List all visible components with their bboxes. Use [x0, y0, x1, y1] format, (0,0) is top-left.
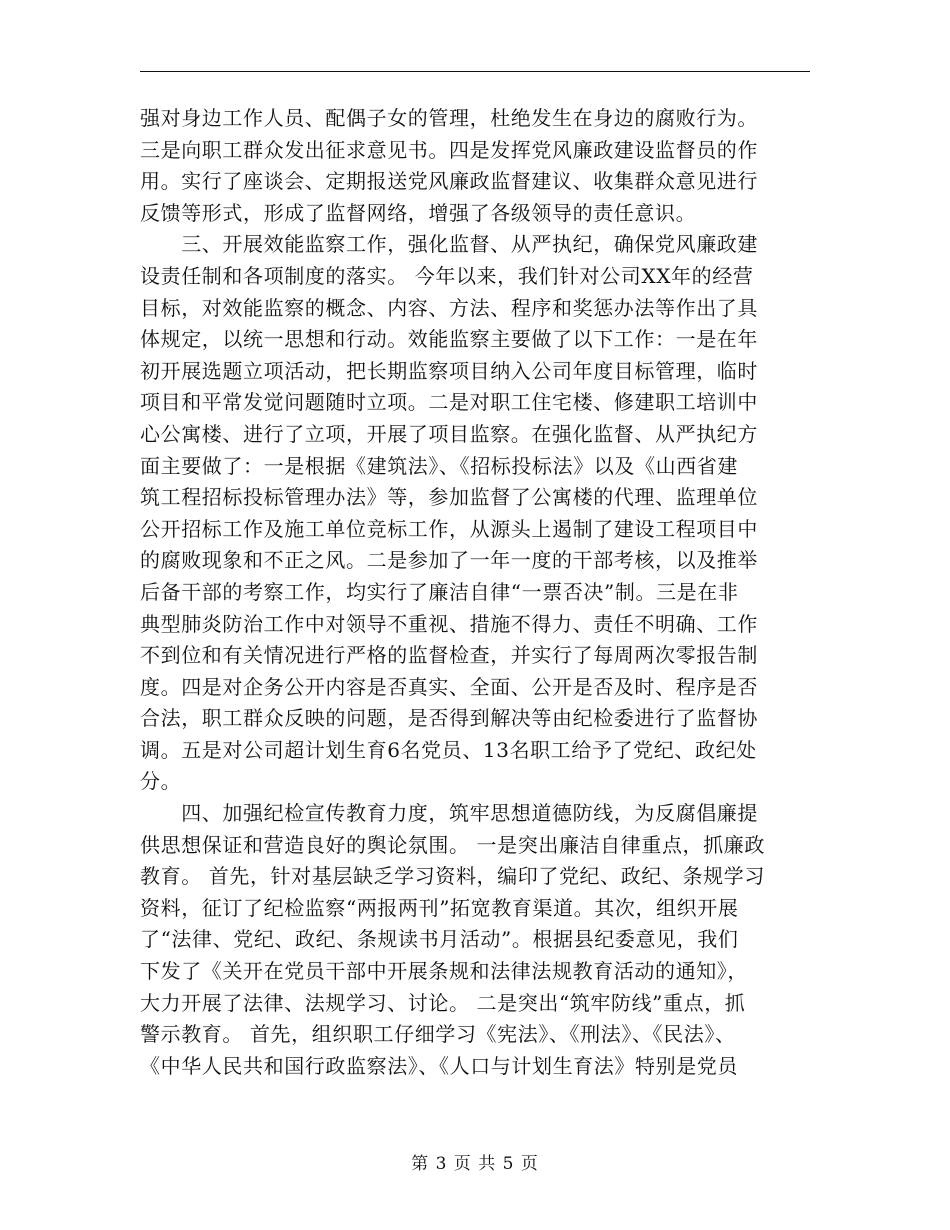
- text-line: 三、开展效能监察工作，强化监督、从严执纪，确保党风廉政建: [140, 232, 758, 257]
- header-rule: [140, 71, 810, 72]
- text-line: 度。四是对企务公开内容是否真实、全面、公开是否及时、程序是否: [140, 674, 758, 699]
- text-line: 供思想保证和营造良好的舆论氛围。 一是突出廉洁自律重点，抓廉政: [140, 832, 765, 857]
- text-line: 体规定，以统一思想和行动。效能监察主要做了以下工作：一是在年: [140, 327, 758, 352]
- text-line: 下发了《关开在党员干部中开展条规和法律法规教育活动的通知》，: [140, 959, 748, 984]
- text-line: 公开招标工作及施工单位竞标工作，从源头上遏制了建设工程项目中: [140, 516, 758, 541]
- text-line: 的腐败现象和不正之风。二是参加了一年一度的干部考核，以及推举: [140, 548, 758, 573]
- text-line: 后备干部的考察工作，均实行了廉洁自律“一票否决”制。三是在非: [140, 579, 739, 604]
- text-line: 用。实行了座谈会、定期报送党风廉政监督建议、收集群众意见进行: [140, 169, 758, 194]
- text-line: 三是向职工群众发出征求意见书。四是发挥党风廉政建设监督员的作: [140, 137, 758, 162]
- text-line: 四、加强纪检宣传教育力度，筑牢思想道德防线，为反腐倡廉提: [140, 801, 758, 826]
- text-line: 典型肺炎防治工作中对领导不重视、措施不得力、责任不明确、工作: [140, 611, 758, 636]
- text-line: 教育。 首先，针对基层缺乏学习资料，编印了党纪、政纪、条规学习: [140, 864, 765, 889]
- text-line: 设责任制和各项制度的落实。 今年以来，我们针对公司XX年的经营: [140, 263, 754, 288]
- text-line: 警示教育。 首先，组织职工仔细学习《宪法》、《刑法》、《民法》、: [140, 1022, 736, 1047]
- text-line: 强对身边工作人员、配偶子女的管理，杜绝发生在身边的腐败行为。: [140, 106, 758, 130]
- text-line: 不到位和有关情况进行严格的监督检查，并实行了每周两次零报告制: [140, 643, 758, 668]
- text-line: 资料，征订了纪检监察“两报两刊”拓宽教育渠道。其次，组织开展: [140, 895, 739, 920]
- text-line: 目标，对效能监察的概念、内容、方法、程序和奖惩办法等作出了具: [140, 295, 758, 320]
- text-line: 项目和平常发觉问题随时立项。二是对职工住宅楼、修建职工培训中: [140, 390, 758, 415]
- text-line: 大力开展了法律、法规学习、讨论。 二是突出“筑牢防线”重点，抓: [140, 990, 746, 1015]
- text-line: 合法，职工群众反映的问题，是否得到解决等由纪检委进行了监督协: [140, 706, 758, 731]
- page-number: 第 3 页 共 5 页: [411, 1154, 539, 1174]
- text-line: 分。: [140, 769, 182, 794]
- text-line: 了“法律、党纪、政纪、条规读书月活动”。根据县纪委意见，我们: [140, 927, 739, 952]
- text-line: 心公寓楼、进行了立项，开展了项目监察。在强化监督、从严执纪方: [140, 421, 758, 446]
- document-body: [140, 103, 812, 1082]
- text-line: 反馈等形式，形成了监督网络，增强了各级领导的责任意识。: [140, 200, 697, 225]
- text-line: 《中华人民共和国行政监察法》、《人口与计划生育法》特别是党员: [140, 1053, 738, 1078]
- text-line: 面主要做了：一是根据《建筑法》、《招标投标法》以及《山西省建: [140, 453, 738, 478]
- text-line: 调。五是对公司超计划生育6名党员、13名职工给予了党纪、政纪处: [140, 737, 757, 762]
- text-line: 初开展选题立项活动，把长期监察项目纳入公司年度目标管理，临时: [140, 358, 758, 383]
- text-line: 筑工程招标投标管理办法》等，参加监督了公寓楼的代理、监理单位: [140, 485, 758, 510]
